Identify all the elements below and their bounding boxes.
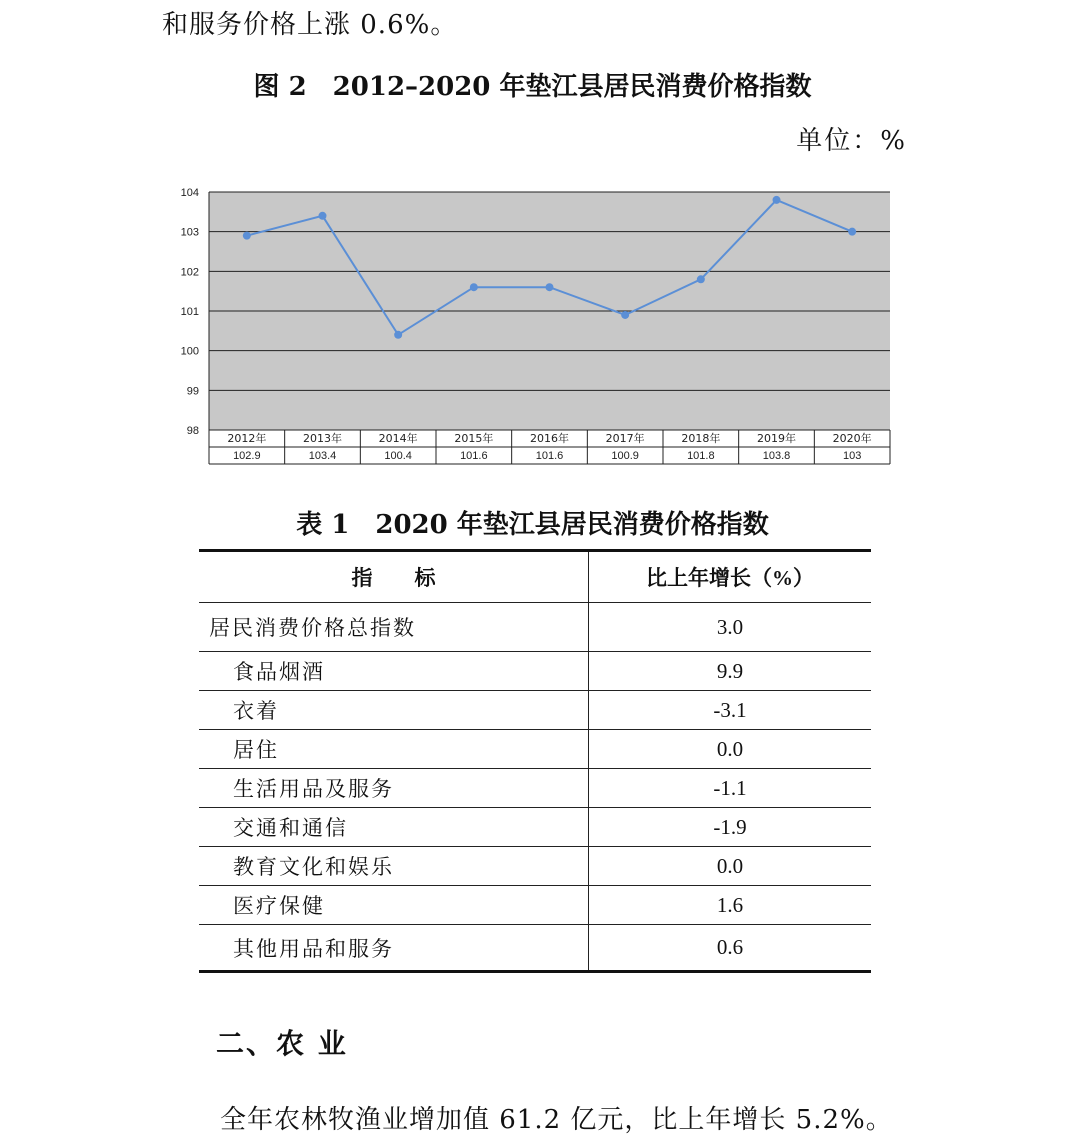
row-value: 9.9 — [589, 652, 872, 691]
row-label: 交通和通信 — [199, 808, 589, 847]
header-indicator: 指 标 — [199, 551, 589, 603]
data-point — [697, 275, 705, 283]
row-value: 0.0 — [589, 730, 872, 769]
header-growth: 比上年增长（%） — [589, 551, 872, 603]
y-tick-label: 103 — [180, 226, 199, 239]
row-label: 食品烟酒 — [199, 652, 589, 691]
data-value-label: 101.6 — [535, 450, 564, 462]
row-label: 居住 — [199, 730, 589, 769]
row-label: 居民消费价格总指数 — [199, 603, 589, 652]
data-value-label: 102.9 — [233, 450, 261, 462]
row-value: 3.0 — [589, 603, 872, 652]
row-value: 1.6 — [589, 886, 872, 925]
table-row — [199, 847, 871, 886]
x-category-label: 2017年 — [605, 432, 645, 445]
y-tick-label: 99 — [186, 385, 199, 398]
x-category-label: 2013年 — [303, 432, 342, 445]
table-row — [199, 603, 871, 652]
y-tick-label: 100 — [180, 345, 199, 358]
row-value: -1.1 — [589, 769, 872, 808]
table-row — [199, 886, 871, 925]
table-row — [199, 691, 871, 730]
row-value: 0.0 — [589, 847, 872, 886]
data-point — [470, 283, 478, 291]
table-row — [199, 652, 871, 691]
data-value-label: 103.8 — [762, 450, 791, 462]
table-row — [199, 808, 871, 847]
x-category-label: 2016年 — [530, 432, 569, 445]
x-category-label: 2018年 — [681, 432, 721, 445]
x-category-label: 2020年 — [832, 432, 872, 445]
data-value-label: 101.6 — [460, 450, 488, 462]
data-point — [319, 212, 327, 220]
data-value-label: 100.9 — [611, 450, 639, 462]
table-title: 表 1 2020 年垫江县居民消费价格指数 — [296, 510, 769, 540]
row-value: 0.6 — [589, 925, 872, 972]
row-value: -3.1 — [589, 691, 872, 730]
table-row — [199, 925, 871, 972]
section-heading: 二、农 业 — [216, 1027, 348, 1060]
x-category-label: 2014年 — [378, 432, 418, 445]
x-category-label: 2015年 — [454, 432, 494, 445]
data-point — [621, 311, 629, 319]
cpi-line-chart — [165, 170, 905, 478]
table-row — [199, 769, 871, 808]
row-label: 其他用品和服务 — [199, 925, 589, 972]
data-point — [243, 232, 251, 240]
x-category-label: 2019年 — [757, 432, 796, 445]
data-value-label: 101.8 — [687, 450, 715, 462]
data-value-label: 103.4 — [308, 450, 337, 462]
row-value: -1.9 — [589, 808, 872, 847]
y-tick-label: 104 — [180, 187, 199, 199]
y-tick-label: 102 — [180, 266, 199, 279]
figure-title: 图 2 2012–2020 年垫江县居民消费价格指数 — [253, 72, 812, 102]
row-label: 医疗保健 — [199, 886, 589, 925]
y-tick-label: 98 — [186, 425, 199, 437]
data-value-label: 103 — [842, 450, 862, 462]
row-label: 教育文化和娱乐 — [199, 847, 589, 886]
y-tick-label: 101 — [180, 306, 199, 318]
cpi-table — [199, 549, 871, 973]
data-value-label: 100.4 — [384, 450, 412, 462]
section-paragraph: 全年农林牧渔业增加值 61.2 亿元，比上年增长 5.2%。 — [220, 1105, 893, 1135]
table-header-row — [199, 551, 871, 603]
row-label: 衣着 — [199, 691, 589, 730]
data-point — [546, 283, 554, 291]
data-point — [394, 331, 402, 339]
row-label: 生活用品及服务 — [199, 769, 589, 808]
data-point — [848, 228, 856, 236]
table-row — [199, 730, 871, 769]
lead-paragraph: 和服务价格上涨 0.6%。 — [162, 10, 458, 40]
data-point — [773, 196, 781, 204]
x-category-label: 2012年 — [227, 432, 267, 445]
unit-label: 单位：% — [796, 126, 907, 156]
